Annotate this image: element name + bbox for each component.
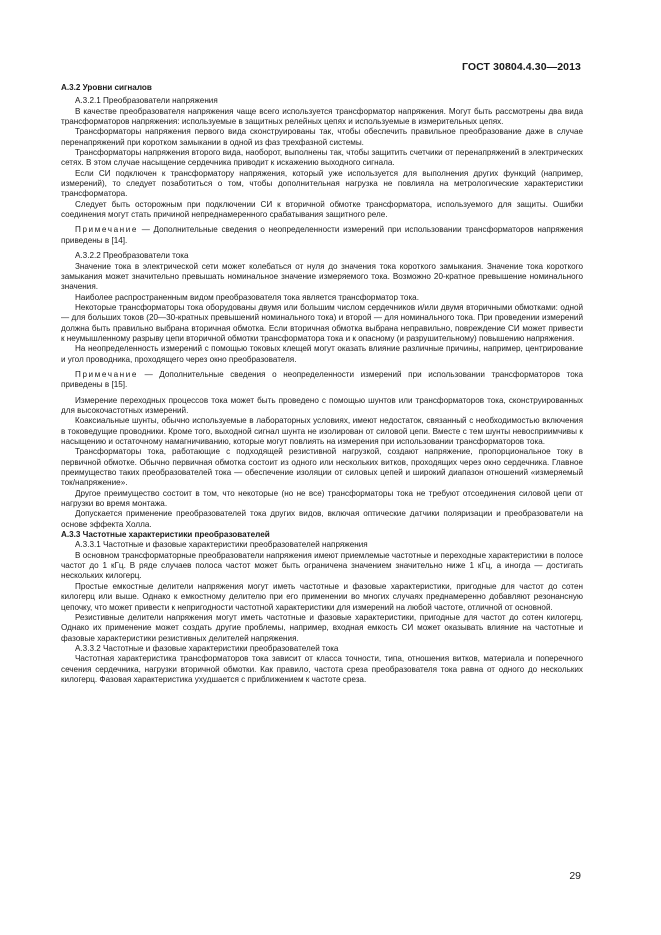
paragraph-text: Если СИ подключен к трансформатору напряжения, который уже используется для выполнения других функций (например, измерений), то следует позаботиться о том, чтобы дополнительная нагрузка не повлияла на метрологические характеристики трансформатора. (61, 168, 583, 199)
paragraph-text: Наиболее распространенным видом преобразователя тока является трансформатор тока. (75, 292, 419, 302)
paragraph-text: А.3.3 Частотные характеристики преобразователей (61, 530, 270, 540)
paragraph-text: Частотная характеристика трансформаторов тока зависит от класса точности, типа, отношения витков, материала и поперечного сечения сердечника, нагрузки вторичной обмотки. Как правило, частота среза преобразователя тока равна от одного до нескольких килогерц. Фазовая характеристика ухудшается с приближением к частоте среза. (61, 654, 583, 684)
paragraph (61, 107, 583, 128)
paragraph-text: Значение тока в электрической сети может колебаться от нуля до значения тока короткого замыкания. Значение тока короткого замыкания может значительно превышать номинальное значение измеряемого тока. Возможно 20-кратное превышение номинального значения. (61, 261, 583, 292)
paragraph-text: Другое преимущество состоит в том, что некоторые (но не все) трансформаторы тока не требуют отсоединения силовой цепи от нагрузки во время монтажа. (61, 488, 583, 509)
paragraph-text: Трансформаторы напряжения первого вида сконструированы так, чтобы обеспечить правильное преобразование даже в случае перенапряжений при коротком замыкании в одной из фаз трехфазной системы. (61, 127, 583, 147)
paragraph (61, 148, 583, 169)
paragraph (61, 416, 583, 447)
paragraph-text: — Дополнительные сведения о неопределенности измерений при использовании трансформаторов тока приведены в [15]. (61, 369, 583, 390)
paragraph-text: Трансформаторы тока, работающие с подходящей резистивной нагрузкой, создают напряжение, пропорциональное току в первичной обмотке. Обычно первичная обмотка состоит из одного или нескольких витков, проходящих через окно сердечника. Главное преимущество таких преобразователей тока — обеспечение изоляции от силовых цепей и широкий диапазон отношений «измеряемый ток/напряжение». (61, 447, 583, 488)
paragraph-text: Некоторые трансформаторы тока оборудованы двумя или большим числом сердечников и/или двумя вторичными обмотками: одной — для больших токов (20—30-кратных превышений номинального тока) и второй — для номинального тока. При проведении измерений должна быть правильно выбрана вторичная обмотка. Если вторичная обмотка выбрана неправильно, повреждение СИ может привести к неумышленному разрыву цепи вторичной обмотки трансформатора тока и к опасному (и разрушительному) повышению напряжения. (61, 302, 583, 343)
paragraph-text: А.3.2.1 Преобразователи напряжения (75, 96, 218, 106)
section-heading (61, 83, 583, 93)
paragraph (61, 644, 583, 654)
paragraph (61, 654, 583, 685)
paragraph (61, 169, 583, 200)
paragraph (61, 540, 583, 550)
paragraph-text: А.3.2 Уровни сигналов (61, 83, 152, 92)
paragraph-text: А.3.3.1 Частотные и фазовые характеристики преобразователей напряжения (75, 540, 368, 550)
paragraph (61, 489, 583, 510)
paragraph (61, 447, 583, 488)
paragraph-text: Следует быть осторожным при подключении СИ к вторичной обмотке трансформатора, используемого для защиты. Ошибки соединения могут стать причиной непреднамеренного срабатывания защитного реле. (61, 199, 583, 220)
paragraph (61, 582, 583, 613)
paragraph (61, 613, 583, 644)
paragraph (61, 396, 583, 417)
note-paragraph (61, 370, 583, 391)
paragraph-text: А.3.2.2 Преобразователи тока (75, 251, 189, 261)
paragraph-text: — Дополнительные сведения о неопределенности измерений при использовании трансформаторов напряжения приведены в [14]. (61, 225, 583, 245)
paragraph-text: В качестве преобразователя напряжения чаще всего используется трансформатор напряжения. Могут быть рассмотрены два вида трансформаторов напряжения: используемые в защитных релейных цепях и используемые в измерительных цепях. (61, 106, 583, 127)
note-label: Примечание (75, 369, 139, 379)
paragraph (61, 200, 583, 221)
standard-header: ГОСТ 30804.4.30—2013 (461, 61, 581, 73)
paragraph (61, 262, 583, 293)
paragraph-text: В основном трансформаторные преобразователи напряжения имеют приемлемые частотные и переходные характеристики в полосе частот до 1 кГц. В ряде случаев полоса частот может быть ограничена значением значительно ниже 1 кГц, а иногда — достигать нескольких килогерц. (61, 550, 583, 581)
section-heading (61, 530, 583, 540)
paragraph (61, 551, 583, 582)
document-body (61, 83, 583, 685)
note-paragraph (61, 225, 583, 246)
paragraph (61, 96, 583, 106)
note-label: Примечание (75, 225, 139, 235)
paragraph-text: Резистивные делители напряжения могут иметь частотные и фазовые характеристики, пригодные для частот до сотен килогерц. Однако их применение может создать другие проблемы, например, входная емкость СИ может оказывать влияние на частотные и фазовые характеристики резистивных делителей напряжения. (61, 612, 583, 643)
paragraph-text: Допускается применение преобразователей тока других видов, включая оптические датчики поляризации и преобразователи на основе эффекта Холла. (61, 509, 583, 529)
paragraph (61, 303, 583, 344)
paragraph-text: Трансформаторы напряжения второго вида, наоборот, выполнены так, чтобы защитить счетчики от перенапряжений в электрических сетях. В этом случае насыщение сердечника приводит к искажению выходного сигнала. (61, 148, 583, 168)
paragraph (61, 293, 583, 303)
paragraph (61, 127, 583, 148)
paragraph (61, 509, 583, 530)
paragraph (61, 344, 583, 365)
paragraph-text: На неопределенность измерений с помощью токовых клещей могут оказать влияние различные причины, например, центрирование и угол проводника, проходящего через окно преобразователя. (61, 344, 583, 364)
page-number: 29 (569, 870, 581, 882)
paragraph-text: Коаксиальные шунты, обычно используемые в лабораторных условиях, имеют недостаток, связанный с необходимостью включения в токоведущие проводники. Кроме того, выходной сигнал шунта не изолирован от силовой цепи. Вместе с тем шунты невосприимчивы к насыщению и остаточному намагничиванию, которые могут повлиять на измерения при использовании трансформаторов тока. (61, 416, 583, 446)
paragraph-text: Простые емкостные делители напряжения могут иметь частотные и фазовые характеристики, пригодные для частот до сотен килогерц или выше. Однако к емкостному делителю при его применении во многих случаях преднамеренно добавляют резонансную цепочку, что может привести к непригодности частотной характеристики для измерений на любой частоте, отличной от основной. (61, 581, 583, 612)
paragraph (61, 251, 583, 261)
paragraph-text: А.3.3.2 Частотные и фазовые характеристики преобразователей тока (75, 643, 339, 653)
paragraph-text: Измерение переходных процессов тока может быть проведено с помощью шунтов или трансформаторов тока, сконструированных для высокочастотных измерений. (61, 395, 583, 415)
